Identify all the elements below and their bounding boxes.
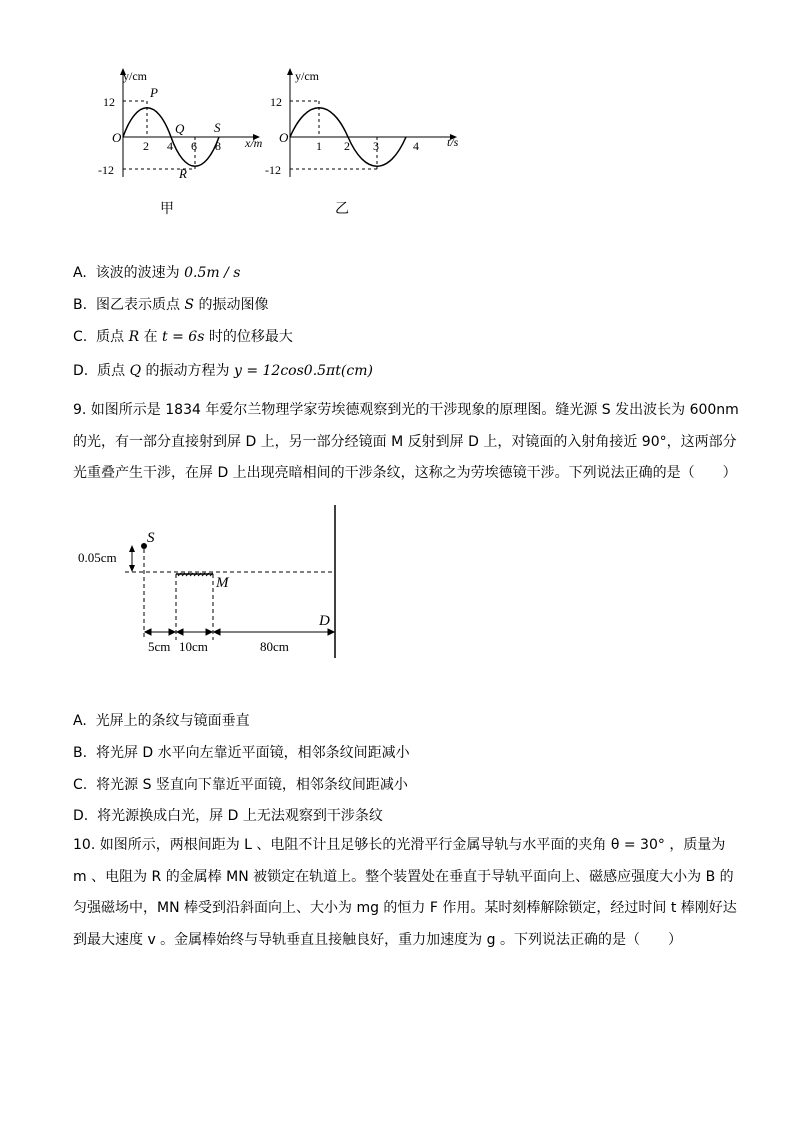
point-s: S (214, 120, 221, 135)
jia-origin: O (112, 130, 122, 145)
yi-ytick-12: 12 (270, 95, 282, 109)
q8-option-b[interactable]: B. 图乙表示质点 S 的振动图像 (73, 297, 269, 313)
caption-jia: 甲 (160, 201, 174, 217)
height-label: 0.05cm (78, 550, 117, 565)
yi-xtick-2: 2 (344, 139, 350, 153)
yi-xtick-1: 1 (316, 139, 322, 153)
jia-ytick-12: 12 (103, 95, 115, 109)
point-q: Q (175, 121, 185, 136)
q8-option-a[interactable]: A. 该波的波速为 0.5m / s (73, 265, 241, 281)
yi-ytick-neg12: -12 (265, 163, 281, 177)
q10-stem: 10. 如图所示，两根间距为 L 、电阻不计且足够长的光滑平行金属导轨与水平面的夹角 θ = 30° ，质量为 m 、电阻为 R 的金属棒 MN 被锁定在轨道上。整个装置处在垂直于导轨平面向上、磁感应强度大小为 B 的 匀强磁场中，MN 棒受到沿斜面向上、大小为 mg 的恒力 F 作用。某时刻棒解除锁定，经过时间 t 棒刚好达 到最大速度 v 。金属棒始终与导轨垂直且接触良好，重力加速度为 g 。下列说法正确的是（ ） (73, 837, 737, 948)
yi-x-label: t/s (447, 135, 459, 149)
figure-jia (98, 68, 263, 181)
q9-option-d[interactable]: D. 将光源换成白光，屏 D 上无法观察到干涉条纹 (73, 808, 383, 824)
figure-yi (265, 68, 459, 177)
jia-xtick-6: 6 (191, 139, 197, 153)
yi-xtick-3: 3 (373, 139, 379, 153)
lloyd-mirror-figure (75, 500, 375, 665)
point-r: R (179, 166, 187, 181)
q8-option-c[interactable]: C. 质点 R 在 t = 6s 时的位移最大 (73, 329, 293, 345)
dist-10cm: 10cm (179, 639, 208, 654)
q9-option-a[interactable]: A. 光屏上的条纹与镜面垂直 (73, 713, 250, 729)
yi-y-label: y/cm (295, 69, 319, 83)
source-label: S (147, 530, 155, 546)
jia-x-label: x/m (245, 136, 263, 150)
jia-xtick-2: 2 (143, 139, 149, 153)
q8-option-d[interactable]: D. 质点 Q 的振动方程为 y = 12cos0.5πt(cm) (73, 363, 373, 379)
point-p: P (150, 85, 158, 100)
caption-yi: 乙 (335, 201, 349, 217)
jia-ytick-neg12: -12 (98, 163, 114, 177)
jia-xtick-8: 8 (215, 139, 221, 153)
dist-5cm: 5cm (148, 639, 171, 654)
jia-xtick-4: 4 (167, 139, 173, 153)
q9-option-c[interactable]: C. 将光源 S 竖直向下靠近平面镜，相邻条纹间距减小 (73, 777, 408, 793)
dist-80cm: 80cm (260, 639, 289, 654)
mirror-label: M (216, 575, 229, 591)
screen-label: D (319, 613, 330, 629)
q9-stem: 9. 如图所示是 1834 年爱尔兰物理学家劳埃德观察到光的干涉现象的原理图。缝光源 S 发出波长为 600nm 的光，有一部分直接射到屏 D 上，另一部分经镜面 M 反射到屏 D 上，对镜面的入射角接近 90°，这两部分 光重叠产生干涉，在屏 D 上出现亮暗相间的干涉条纹，这称之为劳埃德镜干涉。下列说法正确的是（ ） (73, 402, 739, 481)
yi-xtick-4: 4 (413, 139, 419, 153)
jia-y-label: y/cm (123, 69, 147, 83)
yi-origin: O (279, 130, 289, 145)
wave-figures (75, 62, 475, 222)
q9-option-b[interactable]: B. 将光屏 D 水平向左靠近平面镜，相邻条纹间距减小 (73, 745, 410, 761)
